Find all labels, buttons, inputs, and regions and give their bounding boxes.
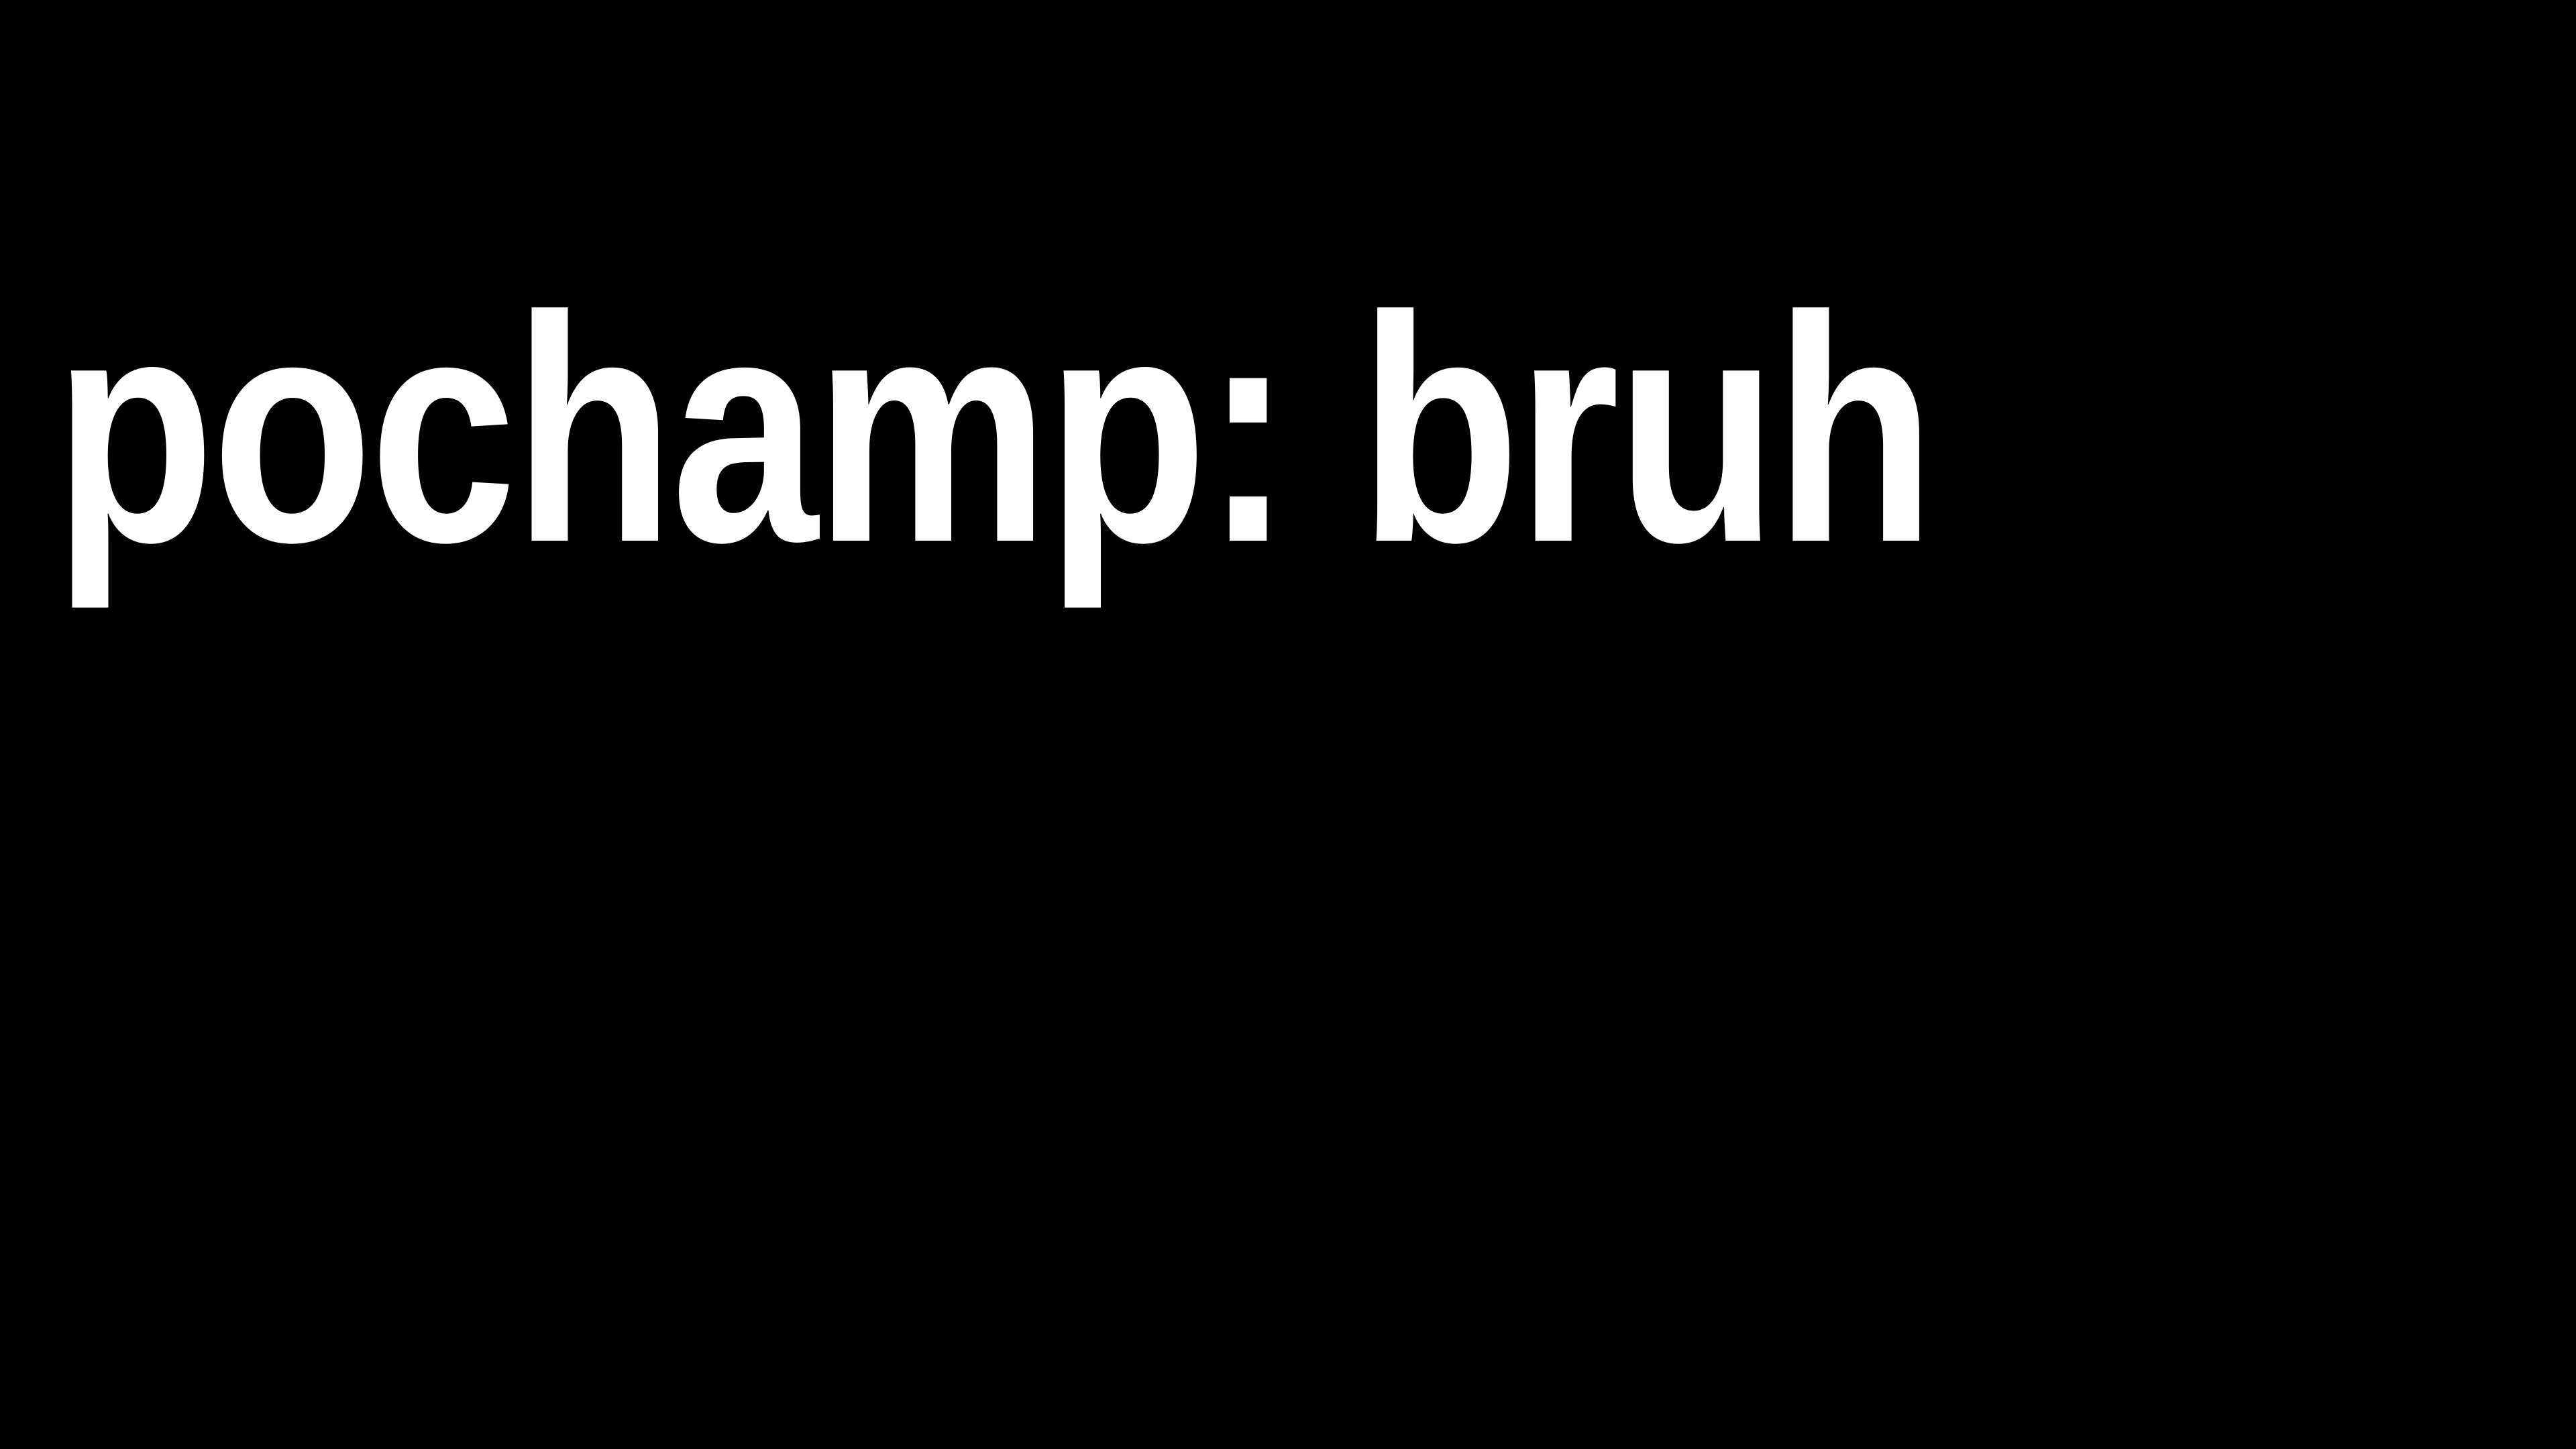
caption-text: pochamp: bruh — [54, 249, 1933, 609]
